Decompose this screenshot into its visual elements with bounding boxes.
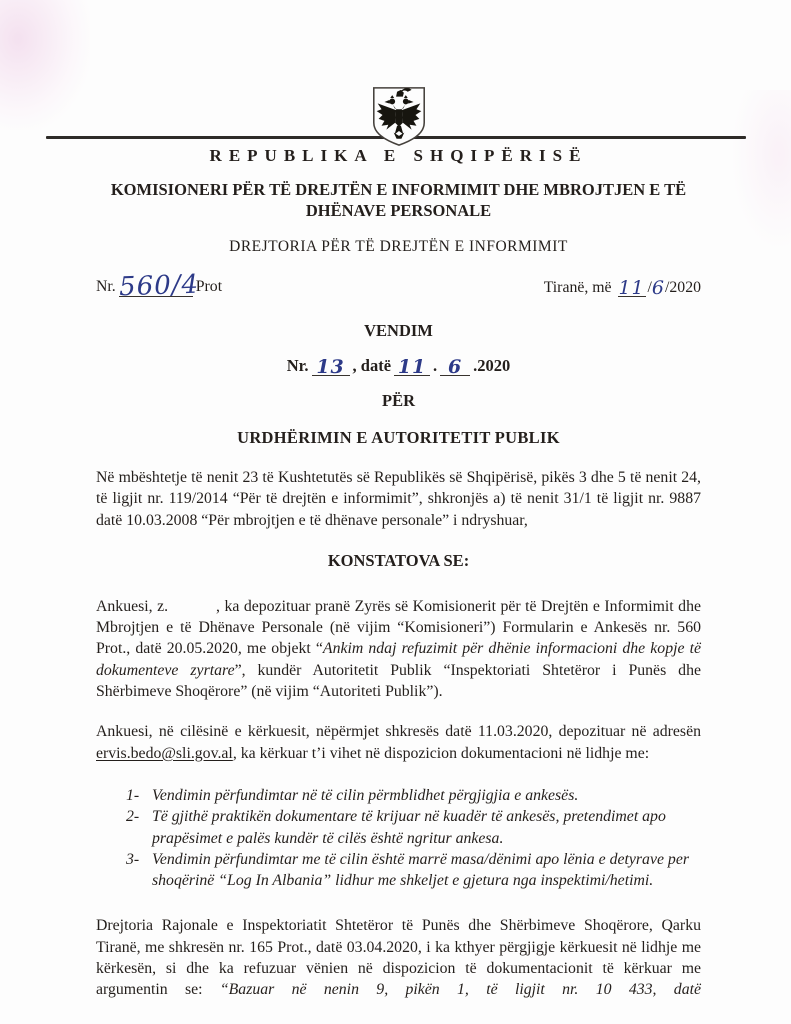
letterhead — [96, 84, 701, 256]
decision-year: .2020 — [473, 356, 511, 375]
response-paragraph: Drejtoria Rajonale e Inspektoriatit Shtetëror të Punës dhe Shërbimeve Shoqërore, Qarku Tiranë, me shkresën nr. 165 Prot., datë 03.04.2020, i ka kthyer përgjigje kërkuesit në lidhje me kërkesën, si dhe ka refuzuar vënien në dispozicion të dokumentacionit të kërkuar me argumentin se: “Bazuar në nenin 9, pikën 1, të ligjit nr. 10 433, datë — [96, 917, 701, 999]
protocol-number-blank — [118, 269, 200, 303]
list-item-marker: 2- — [126, 808, 140, 826]
protocol-suffix: Prot — [195, 278, 223, 295]
decision-number-line — [96, 356, 701, 376]
legal-basis-paragraph: Në mbështetje të nenit 23 të Kushtetutës së Republikës së Shqipërisë, pikës 3 dhe 5 të nenit 24, të ligjit nr. 119/2014 “Për të drejtën e informimit”, shkronjës a) të nenit 31/1 të ligjit nr. 9887 datë 10.03.2008 “Për mbrojtjen e të dhënave personale” i ndryshuar, — [96, 469, 701, 529]
place-date — [544, 275, 701, 297]
date-separator: / — [647, 279, 652, 296]
place-date-prefix: Tiranë, më — [543, 279, 612, 296]
date-day-blank — [618, 277, 646, 297]
decision-number-blank — [312, 356, 350, 376]
date-year: /2020 — [665, 279, 701, 296]
list-item-text: Të gjithë praktikën dokumentare të krijuar në kuadër të ankesës, pretendimet apo prapësimet e palës kundër të cilës është ngritur ankesa. — [152, 808, 666, 847]
request-intro-paragraph: Ankuesi, në cilësinë e kërkuesit, nëpërmjet shkresës datë 11.03.2020, depozituar në adresën ervis.bedo@sli.gov.al, ka kërkuar t’i vihet në dispozicion dokumentacioni në lidhje me: — [96, 723, 701, 762]
list-item-text: Vendimin përfundimtar me të cilin është marrë masa/dënimi apo lënia e detyrave per shoqërinë “Log In Albania” lidhur me shkeljet e gjetura nga inspektimi/hetimi. — [152, 850, 689, 890]
decision-number-handwritten: 13 — [316, 356, 345, 378]
list-item-marker: 1- — [126, 786, 140, 804]
decision-month-handwritten: 6 — [448, 356, 463, 378]
list-item-marker: 3- — [126, 850, 140, 868]
list-item — [126, 806, 701, 849]
decision-date-label: , datë — [352, 356, 392, 375]
complaint-paragraph: Ankuesi, z. , ka depozituar pranë Zyrës së Komisionerit për të Drejtën e Informimit dhe Mbrojtjen e të Dhënave Personale (në vijim “Komisioneri”) Formularin e Ankesës nr. 560 Prot., datë 20.05.2020, me objekt “Ankim ndaj refuzimit për dhënie informacioni dhe kopje të dokumenteve zyrtare”, kundër Autoritetit Publik “Inspektoriati Shtetëror i Punës dhe Shërbimeve Shoqërore” (në vijim “Autoriteti Publik”). — [96, 597, 702, 701]
list-item-text: Vendimin përfundimtar në të cilin përmblidhet përgjigjia e ankesës. — [152, 786, 579, 804]
konstatova-heading: KONSTATOVA SE: — [327, 550, 470, 570]
republic-title: REPUBLIKA E SHQIPËRISË — [209, 146, 588, 165]
date-day-handwritten: 11 — [618, 277, 645, 299]
institution-title: KOMISIONERI PËR TË DREJTËN E INFORMIMIT DHE MBROJTJEN E TË DHËNAVE PERSONALE — [110, 180, 687, 220]
date-month-handwritten: 6 — [651, 277, 666, 299]
protocol-number — [96, 269, 223, 303]
list-item — [126, 849, 701, 892]
protocol-number-handwritten: 560/4 — [118, 269, 200, 303]
decision-day-blank — [394, 356, 430, 376]
directorate-title: DREJTORIA PËR TË DREJTËN E INFORMIMIT — [229, 238, 568, 255]
requested-documents-list — [96, 785, 701, 891]
decision-title: VENDIM — [364, 321, 433, 340]
decision-month-blank — [440, 356, 470, 376]
protocol-row — [96, 269, 701, 303]
subject-heading: URDHËRIMIN E AUTORITETIT PUBLIK — [237, 428, 560, 447]
protocol-prefix: Nr. — [96, 278, 116, 295]
albanian-eagle-emblem-icon — [367, 84, 431, 148]
decision-dot: . — [433, 356, 438, 375]
list-item — [126, 785, 701, 806]
decision-day-handwritten: 11 — [397, 356, 427, 378]
per-heading: PËR — [382, 391, 415, 410]
decision-number-prefix: Nr. — [286, 356, 309, 375]
